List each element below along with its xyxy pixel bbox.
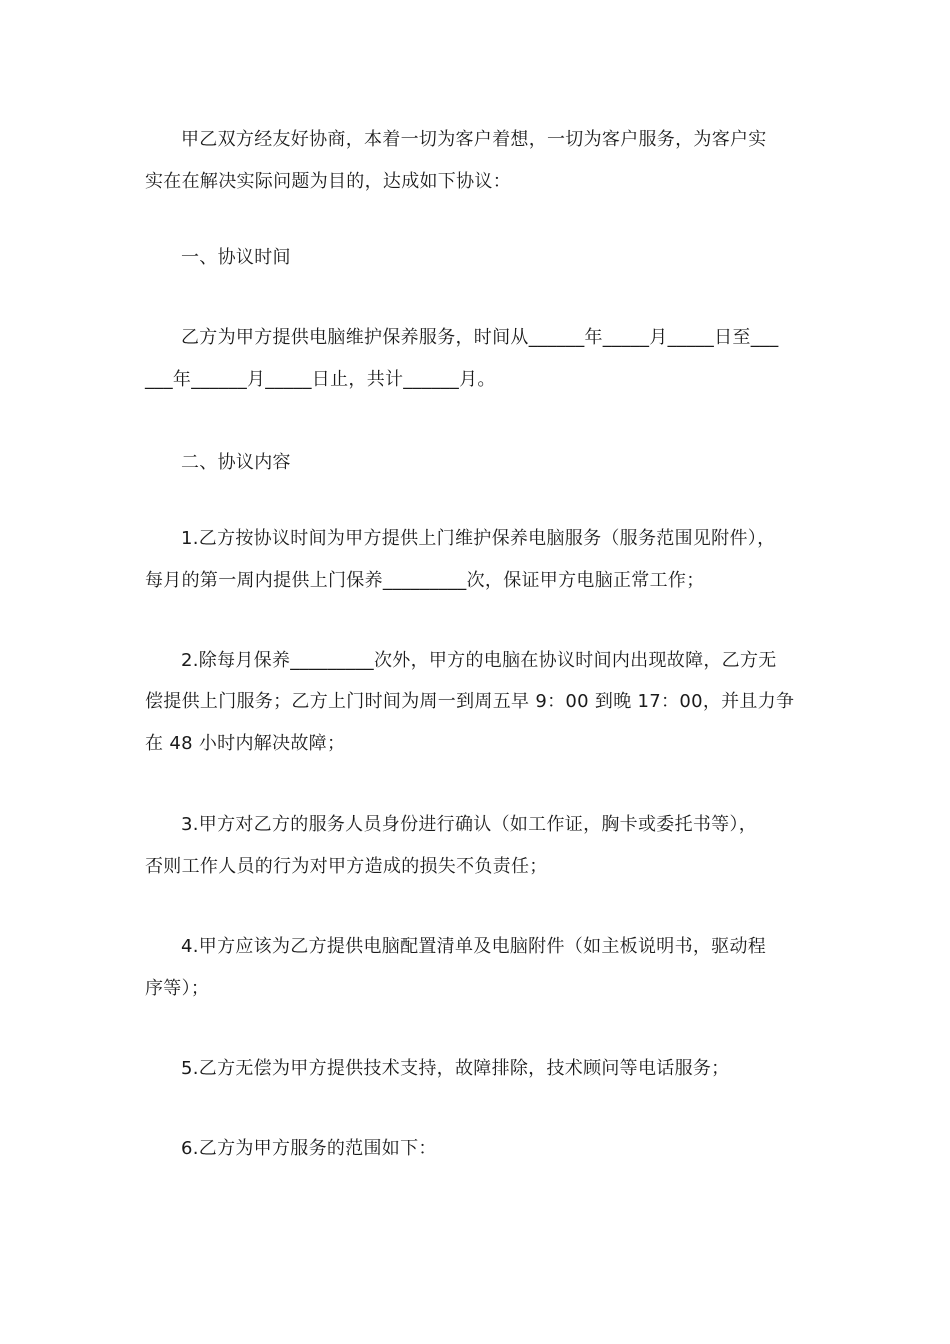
item-4-line-2: 序等）； [145,978,210,999]
item-2-line-1: 2.除每月保养_________次外，甲方的电脑在协议时间内出现故障，乙方无 [181,650,777,671]
section-1-line-2: ___年______月_____日止，共计______月。 [145,369,496,390]
section-1-line-1: 乙方为甲方提供电脑维护保养服务，时间从______年_____月_____日至___ [181,327,779,348]
item-5-line-1: 5.乙方无偿为甲方提供技术支持，故障排除，技术顾问等电话服务； [181,1058,730,1079]
item-3-line-1: 3.甲方对乙方的服务人员身份进行确认（如工作证，胸卡或委托书等）， [181,814,758,835]
item-4-line-1: 4.甲方应该为乙方提供电脑配置清单及电脑附件（如主板说明书，驱动程 [181,936,767,957]
item-1-line-1: 1.乙方按协议时间为甲方提供上门维护保养电脑服务（服务范围见附件）， [181,528,776,549]
intro-line-2: 实在在解决实际问题为目的，达成如下协议： [145,171,511,192]
item-2-line-3: 在 48 小时内解决故障； [145,733,346,754]
item-1-line-2: 每月的第一周内提供上门保养_________次，保证甲方电脑正常工作； [145,570,705,591]
intro-line-1: 甲乙双方经友好协商，本着一切为客户着想，一切为客户服务，为客户实 [181,129,767,150]
section-2-heading: 二、协议内容 [181,452,291,473]
item-6-line-1: 6.乙方为甲方服务的范围如下： [181,1138,437,1159]
section-1-heading: 一、协议时间 [181,247,291,268]
item-2-line-2: 偿提供上门服务；乙方上门时间为周一到周五早 9：00 到晚 17：00，并且力争 [145,691,795,712]
item-3-line-2: 否则工作人员的行为对甲方造成的损失不负责任； [145,856,548,877]
